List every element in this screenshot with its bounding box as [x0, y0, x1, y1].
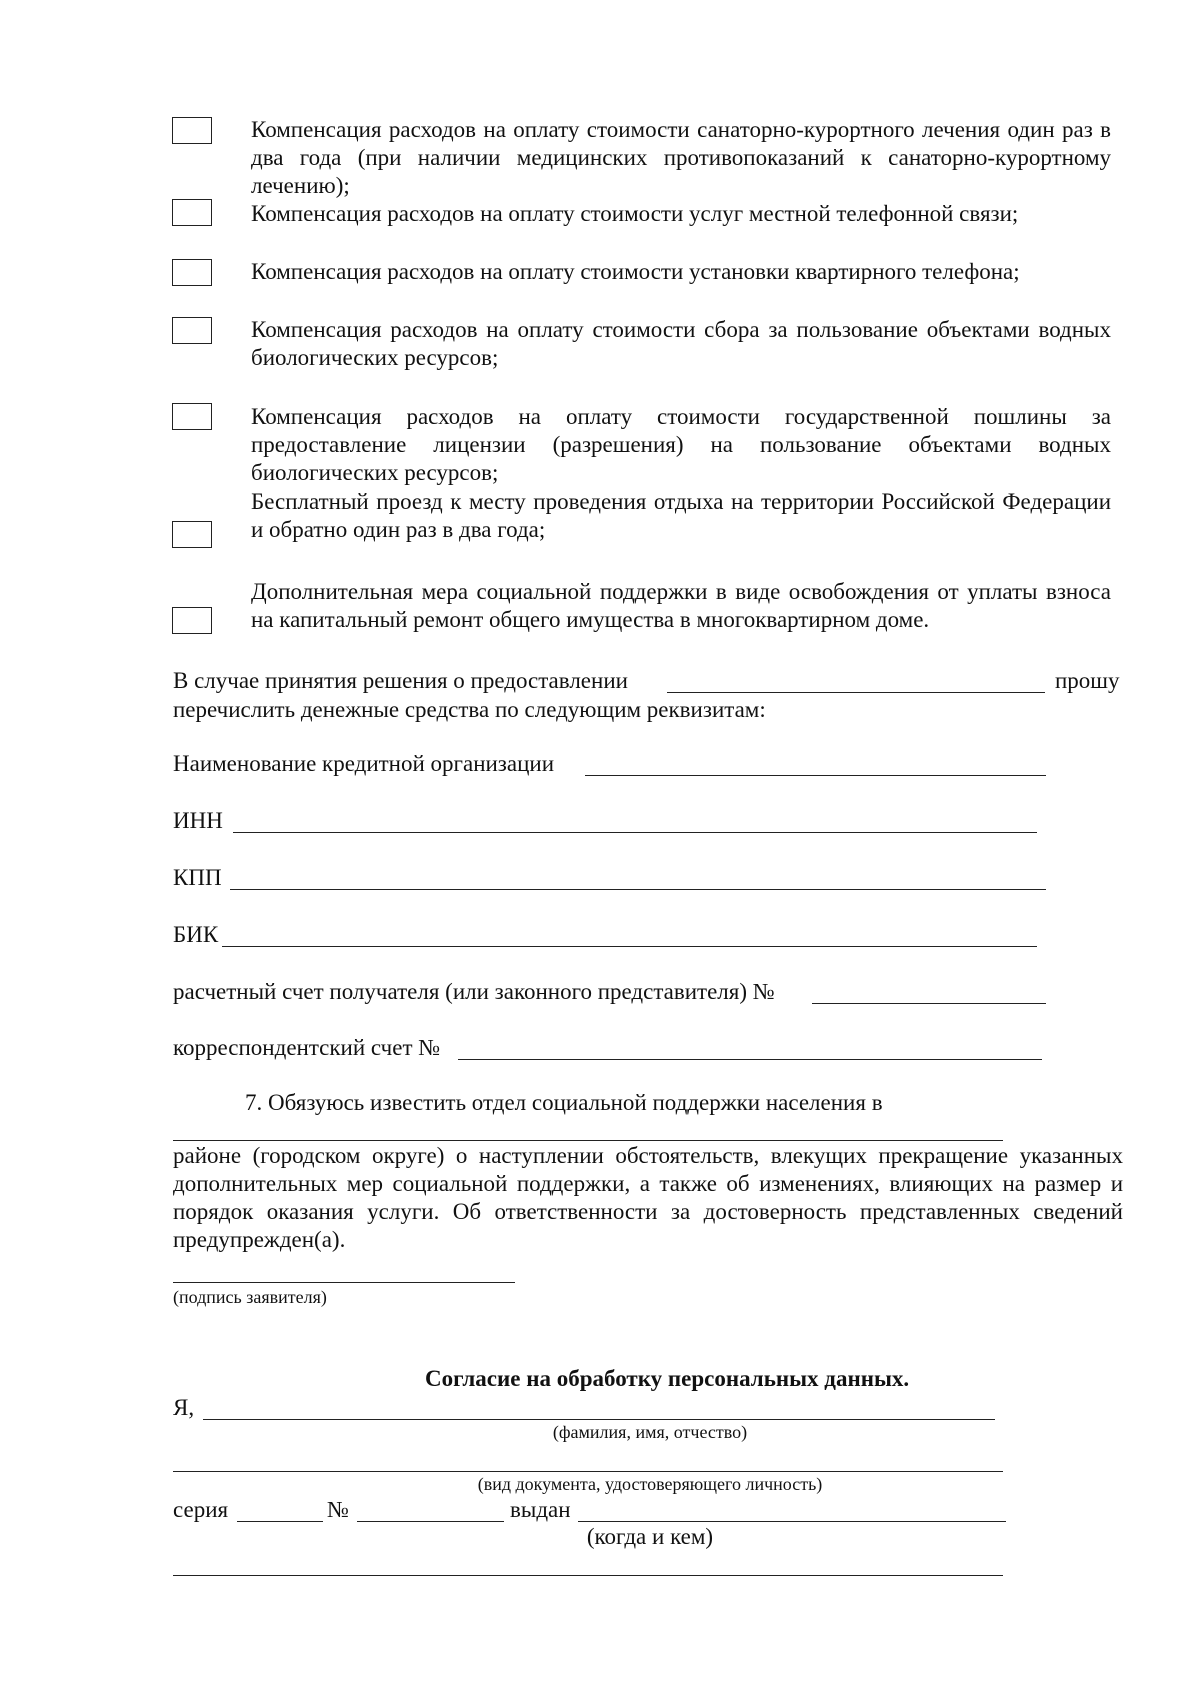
- identity-document-field[interactable]: [173, 1471, 1003, 1472]
- option-label-6: Бесплатный проезд к месту проведения отдыха на территории Российской Федерации и обратно один раз в два года;: [251, 489, 1111, 542]
- kpp-field[interactable]: [230, 889, 1046, 890]
- kpp-label: КПП: [173, 865, 222, 890]
- i-label: Я,: [173, 1395, 195, 1420]
- issued-field[interactable]: [578, 1521, 1006, 1522]
- option-checkbox-5[interactable]: [172, 403, 212, 430]
- corr-account-field[interactable]: [458, 1059, 1042, 1060]
- inn-label: ИНН: [173, 808, 223, 833]
- issued-caption: (когда и кем): [586, 1524, 714, 1549]
- option-checkbox-1[interactable]: [172, 117, 212, 144]
- bank-name-label: Наименование кредитной организации: [173, 751, 555, 776]
- option-checkbox-3[interactable]: [172, 259, 212, 286]
- bank-name-field[interactable]: [585, 775, 1046, 776]
- signature-field[interactable]: [173, 1282, 515, 1283]
- payment-intro-end: прошу: [1055, 668, 1120, 693]
- option-label-3: Компенсация расходов на оплату стоимости установки квартирного телефона;: [251, 259, 1020, 284]
- fio-caption: (фамилия, имя, отчество): [552, 1422, 748, 1442]
- consent-title: Согласие на обработку персональных данных.: [425, 1366, 910, 1391]
- payment-intro-start: В случае принятия решения о предоставлении: [173, 668, 628, 693]
- account-field[interactable]: [812, 1003, 1046, 1004]
- option-label-1: Компенсация расходов на оплату стоимости санаторно-курортного лечения один раз в два года (при наличии медицинских противопоказаний к санаторно-курортному лечению);: [251, 117, 1111, 198]
- corr-account-label: корреспондентский счет №: [173, 1035, 441, 1060]
- option-checkbox-6[interactable]: [172, 521, 212, 548]
- number-field[interactable]: [357, 1521, 504, 1522]
- series-label: серия: [173, 1497, 229, 1522]
- number-label: №: [327, 1497, 349, 1522]
- benefit-name-field[interactable]: [667, 692, 1045, 693]
- obligation-paragraph: районе (городском округе) о наступлении обстоятельств, влекущих прекращение указанных дополнительных мер социальной поддержки, а также об изменениях, влияющих на размер и порядок оказания услуги. Об ответственности за достоверность представленных сведений предупрежден(а).: [173, 1143, 1123, 1252]
- account-label: расчетный счет получателя (или законного представителя) №: [173, 979, 775, 1004]
- department-field[interactable]: [173, 1140, 1003, 1141]
- option-label-7: Дополнительная мера социальной поддержки в виде освобождения от уплаты взноса на капитальный ремонт общего имущества в многоквартирном доме.: [251, 579, 1111, 632]
- doc-caption: (вид документа, удостоверяющего личность): [477, 1474, 823, 1494]
- option-checkbox-4[interactable]: [172, 317, 212, 344]
- option-label-2: Компенсация расходов на оплату стоимости услуг местной телефонной связи;: [251, 201, 1019, 226]
- series-field[interactable]: [237, 1521, 323, 1522]
- bik-label: БИК: [173, 922, 219, 947]
- signature-caption: (подпись заявителя): [173, 1287, 327, 1307]
- issued-label: выдан: [510, 1497, 571, 1522]
- fio-field[interactable]: [203, 1419, 995, 1420]
- option-label-5: Компенсация расходов на оплату стоимости государственной пошлины за предоставление лицензии (разрешения) на пользование объектами водных биологических ресурсов;: [251, 404, 1111, 485]
- option-checkbox-2[interactable]: [172, 199, 212, 226]
- inn-field[interactable]: [233, 832, 1037, 833]
- bik-field[interactable]: [222, 946, 1037, 947]
- option-checkbox-7[interactable]: [172, 607, 212, 634]
- option-label-4: Компенсация расходов на оплату стоимости сбора за пользование объектами водных биологических ресурсов;: [251, 317, 1111, 370]
- issued-field-continued[interactable]: [173, 1575, 1003, 1576]
- obligation-line1: 7. Обязуюсь известить отдел социальной поддержки населения в: [245, 1090, 883, 1115]
- payment-intro-line2: перечислить денежные средства по следующим реквизитам:: [173, 697, 766, 722]
